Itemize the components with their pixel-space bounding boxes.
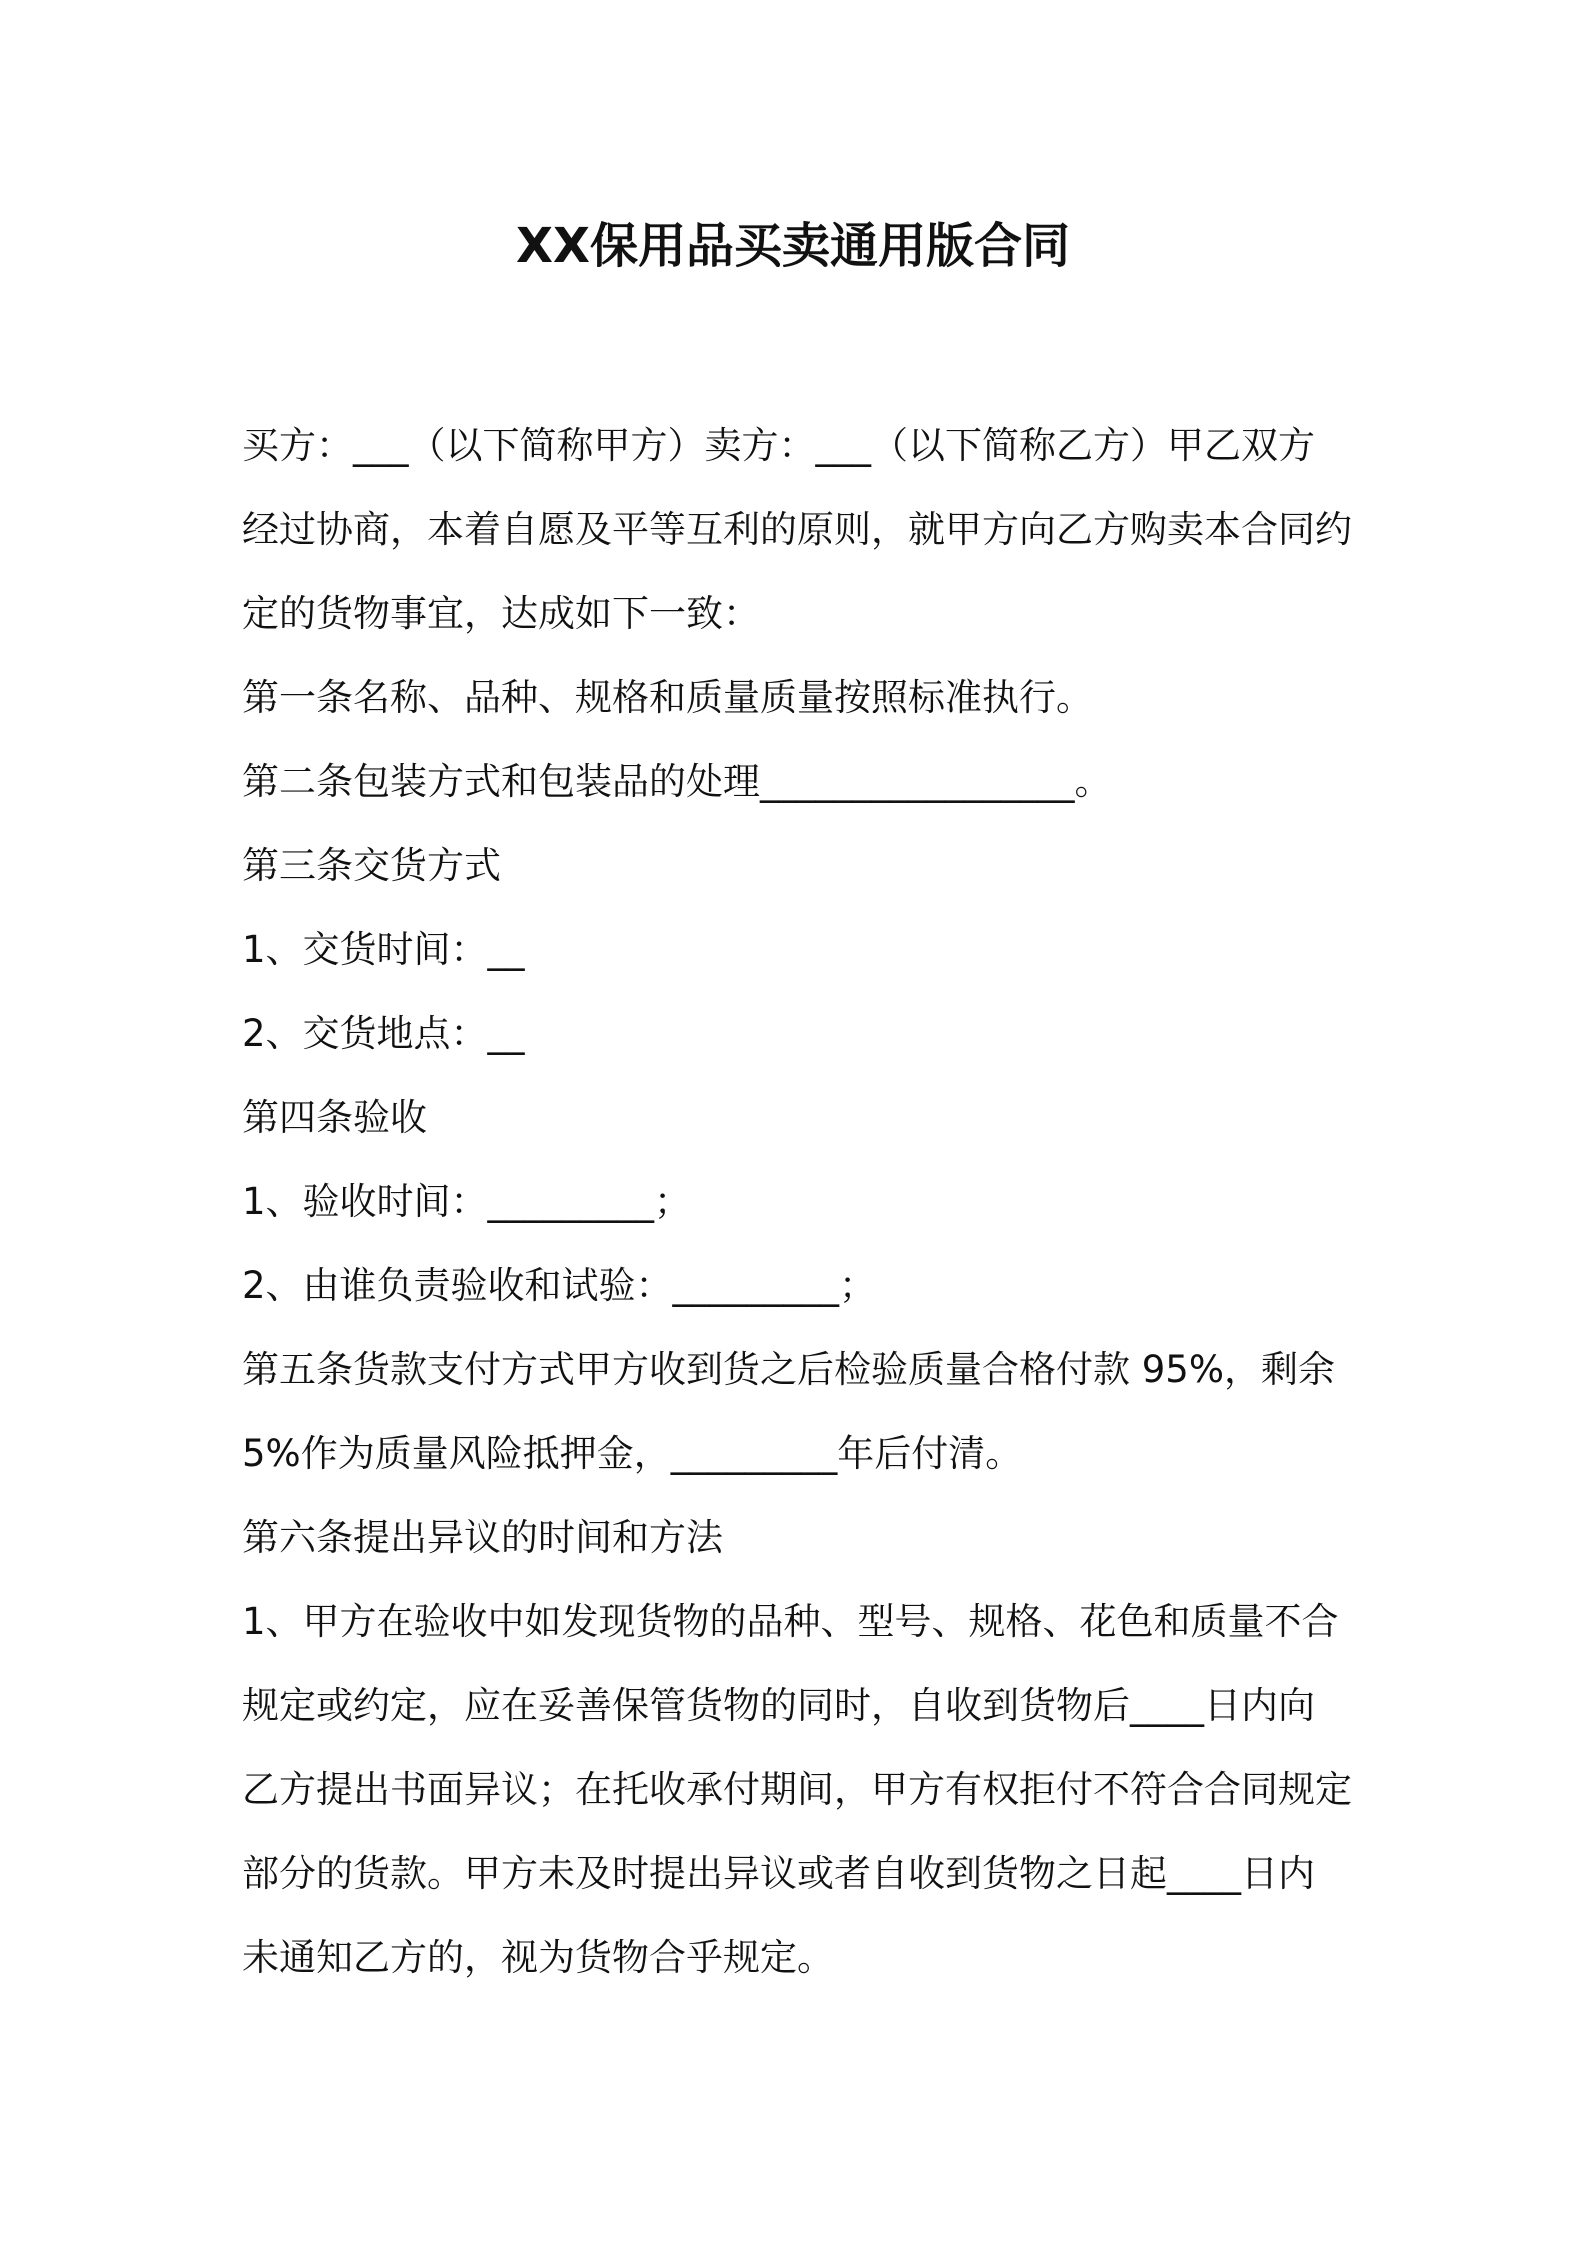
text-line: 第一条名称、品种、规格和质量质量按照标准执行。 (242, 676, 1093, 719)
document-body (242, 404, 1354, 2000)
text-line: 2、交货地点：__ (242, 1012, 525, 1055)
text-line: 1、交货时间：__ (242, 928, 525, 971)
text-line: 规定或约定，应在妥善保管货物的同时，自收到货物后____日内向 (242, 1684, 1315, 1727)
text-line: 第六条提出异议的时间和方法 (242, 1516, 723, 1559)
text-line: 1、甲方在验收中如发现货物的品种、型号、规格、花色和质量不合 (242, 1600, 1339, 1643)
text-line: 定的货物事宜，达成如下一致： (242, 592, 760, 635)
text-line: 2、由谁负责验收和试验：_________； (242, 1264, 877, 1307)
text-line: 未通知乙方的，视为货物合乎规定。 (242, 1936, 834, 1979)
text-line: 5%作为质量风险抵押金，_________年后付清。 (242, 1432, 1023, 1475)
text-line: 第三条交货方式 (242, 844, 501, 887)
document-title: XX保用品买卖通用版合同 (515, 218, 1071, 274)
text-line: 部分的货款。甲方未及时提出异议或者自收到货物之日起____日内 (242, 1852, 1315, 1895)
text-line: 第二条包装方式和包装品的处理_________________。 (242, 760, 1112, 803)
text-line: 经过协商，本着自愿及平等互利的原则，就甲方向乙方购卖本合同约 (242, 508, 1352, 551)
text-line: 乙方提出书面异议；在托收承付期间，甲方有权拒付不符合合同规定 (242, 1768, 1352, 1811)
text-line: 第五条货款支付方式甲方收到货之后检验质量合格付款 95%，剩余 (242, 1348, 1335, 1391)
text-line: 买方：___（以下简称甲方）卖方：___（以下简称乙方）甲乙双方 (242, 424, 1315, 467)
text-line: 第四条验收 (242, 1096, 427, 1139)
text-line: 1、验收时间：_________； (242, 1180, 692, 1223)
